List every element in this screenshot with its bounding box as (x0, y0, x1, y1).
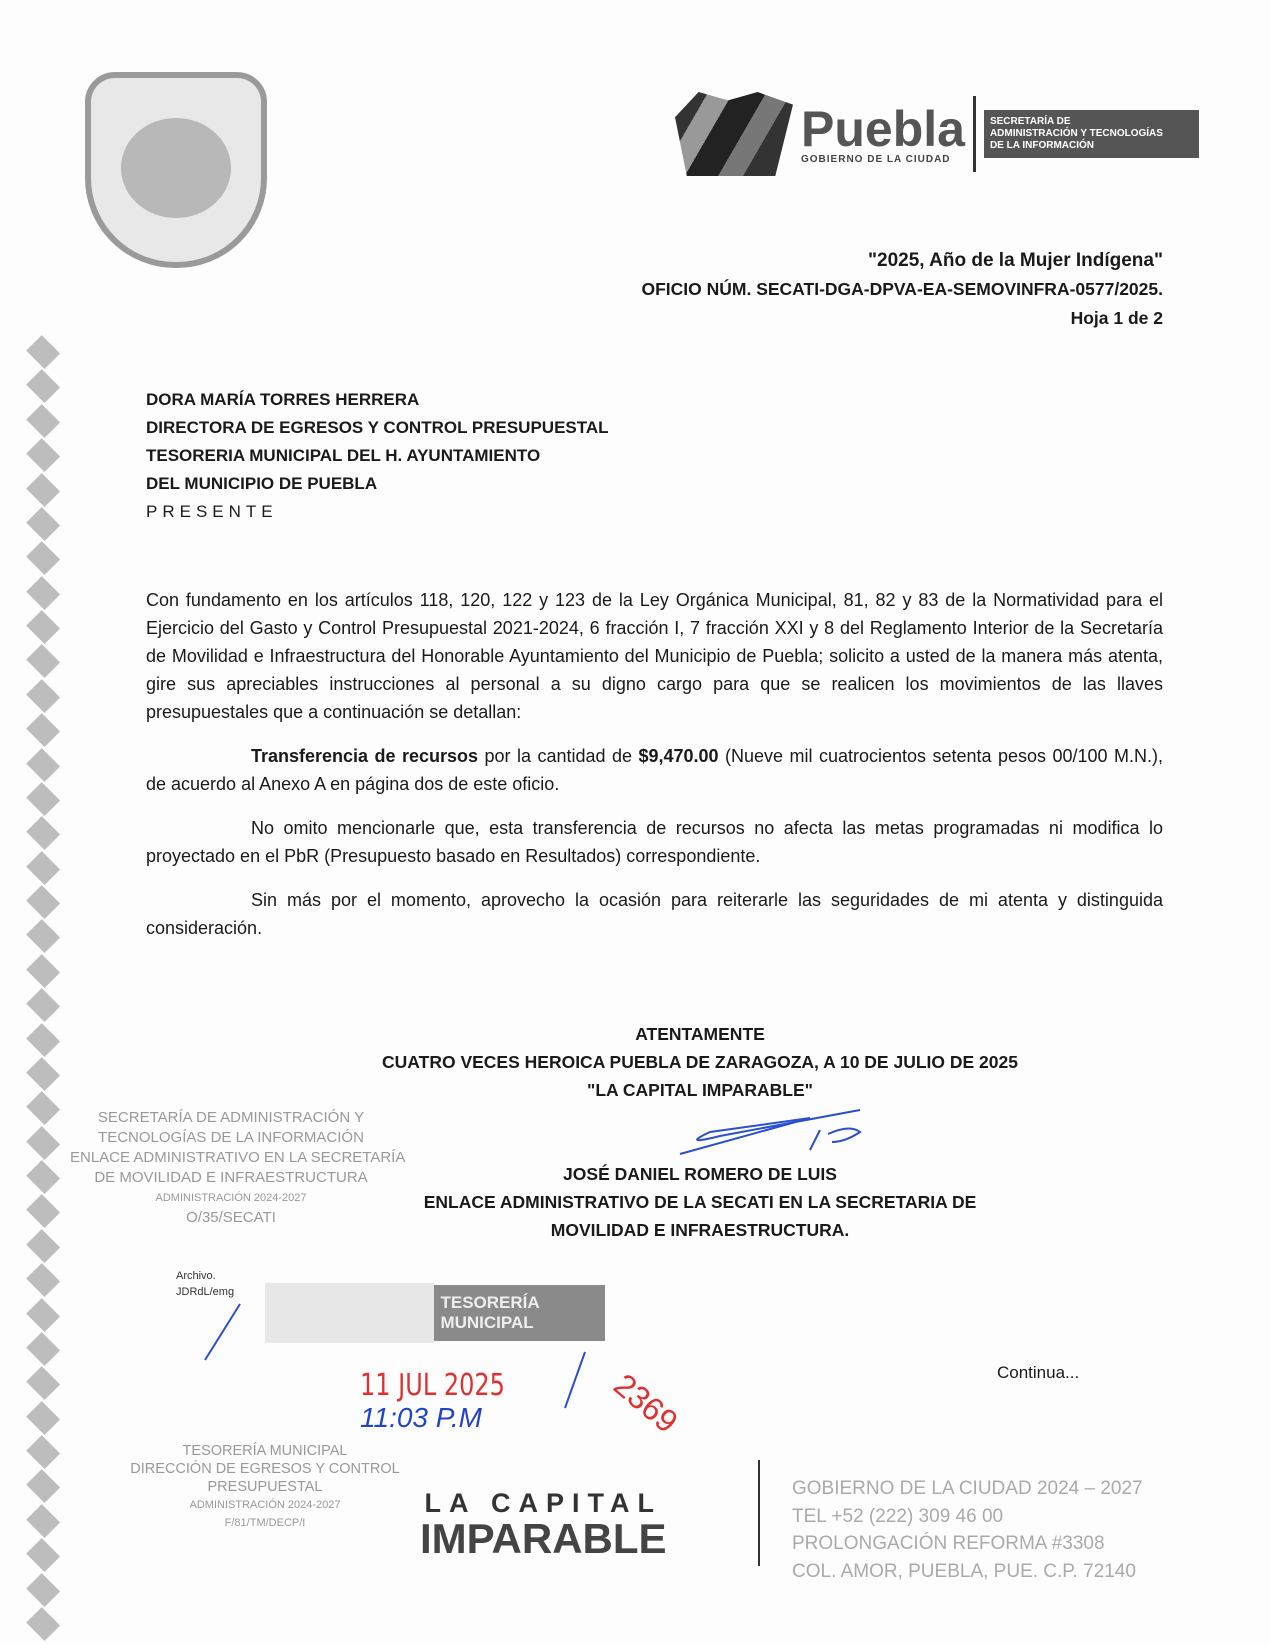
addressee-org2: DEL MUNICIPIO DE PUEBLA (146, 474, 378, 493)
egresos-stamp: TESORERÍA MUNICIPAL DIRECCIÓN DE EGRESOS Y CONTROL PRESUPUESTAL ADMINISTRACIÓN 2024-2027 F/81/TM/DECP/I (130, 1443, 400, 1529)
logo-art-icon (675, 92, 793, 176)
oficio-number: OFICIO NÚM. SECATI-DGA-DPVA-EA-SEMOVINFRA-0577/2025. (641, 279, 1163, 299)
paragraph-transfer: Transferencia de recursos por la cantidad de $9,470.00 (Nueve mil cuatrocientos setenta pesos 00/100 M.N.), de acuerdo al Anexo A en página dos de este oficio. (146, 746, 1163, 794)
signature-block: ATENTAMENTE CUATRO VECES HEROICA PUEBLA DE ZARAGOZA, A 10 DE JULIO DE 2025 "LA CAPITAL IMPARABLE" JOSÉ DANIEL ROMERO DE LUIS ENLACE ADMINISTRATIVO DE LA SECATI EN LA SECRETARIA DE MOVILIDAD E INFRAESTRUCTURA. (380, 1020, 1020, 1244)
received-date: 11 JUL 2025 (360, 1368, 505, 1403)
addressee (146, 386, 609, 526)
folio-number: 2369 (607, 1366, 685, 1440)
received-signature (560, 1350, 590, 1410)
paragraph-no-impact: No omito mencionarle que, esta transferencia de recursos no afecta las metas programadas ni modifica lo proyectado en el PbR (Presupuesto basado en Resultados) correspondiente. (146, 818, 1163, 866)
presente: PRESENTE (146, 502, 278, 521)
footer-divider (758, 1460, 760, 1566)
tesoreria-stamp: TESORERÍA MUNICIPAL (265, 1282, 605, 1344)
received-time: 11:03 P.M (360, 1402, 482, 1433)
year-motto: "2025, Año de la Mujer Indígena" (868, 250, 1163, 271)
transfer-amount: $9,470.00 (638, 746, 719, 766)
archive-reference: Archivo. JDRdL/emg (176, 1270, 235, 1298)
addressee-name: DORA MARÍA TORRES HERRERA (146, 390, 420, 409)
document-header (641, 246, 1163, 333)
city-seal-logo (85, 72, 267, 268)
addressee-title: DIRECTORA DE EGRESOS Y CONTROL PRESUPUESTAL (146, 418, 609, 437)
secati-stamp: SECRETARÍA DE ADMINISTRACIÓN Y TECNOLOGÍAS DE LA INFORMACIÓN ENLACE ADMINISTRATIVO EN LA SECRETARÍA DE MOVILIDAD E INFRAESTRUCTURA ADMINISTRACIÓN 2024-2027 O/35/SECATI (70, 1109, 406, 1226)
initials-mark (200, 1302, 250, 1362)
puebla-logo (675, 92, 1199, 176)
decorative-border (20, 335, 68, 1635)
letter-body (146, 586, 1163, 958)
department-box: SECRETARÍA DE ADMINISTRACIÓN Y TECNOLOGÍAS DE LA INFORMACIÓN (984, 110, 1199, 158)
footer-contact: GOBIERNO DE LA CIUDAD 2024 – 2027 TEL +52 (222) 309 46 00 PROLONGACIÓN REFORMA #3308 COL. AMOR, PUEBLA, PUE. C.P. 72140 (792, 1478, 1143, 1582)
handwritten-signature (660, 1106, 880, 1158)
paragraph-legal-basis: Con fundamento en los artículos 118, 120, 122 y 123 de la Ley Orgánica Municipal, 81, 82 y 83 de la Normatividad para el Ejercicio del Gasto y Control Presupuestal 2021-2024, 6 fracción I, 7 fracción XXI y 8 del Reglamento Interior de la Secretaría de Movilidad e Infraestructura del Honorable Ayuntamiento del Municipio de Puebla; solicito a usted de la manera más atenta, gire sus apreciables instrucciones al personal a su digno cargo para que se realicen los movimientos de las llaves presupuestales que a continuación se detallan: (146, 590, 1163, 722)
continued-label: Continua... (997, 1363, 1080, 1382)
page-number: Hoja 1 de 2 (1070, 308, 1163, 328)
paragraph-closing: Sin más por el momento, aprovecho la ocasión para reiterarle las seguridades de mi atenta y distinguida consideración. (146, 890, 1163, 938)
logo-name: Puebla (801, 100, 965, 157)
capital-imparable-logo: LA CAPITAL IMPARABLE (420, 1488, 667, 1562)
addressee-org: TESORERIA MUNICIPAL DEL H. AYUNTAMIENTO (146, 446, 541, 465)
signer-role: ENLACE ADMINISTRATIVO DE LA SECATI EN LA SECRETARIA DE (423, 1192, 977, 1212)
signer-name: JOSÉ DANIEL ROMERO DE LUIS (563, 1164, 837, 1184)
logo-sub: GOBIERNO DE LA CIUDAD (801, 153, 951, 165)
